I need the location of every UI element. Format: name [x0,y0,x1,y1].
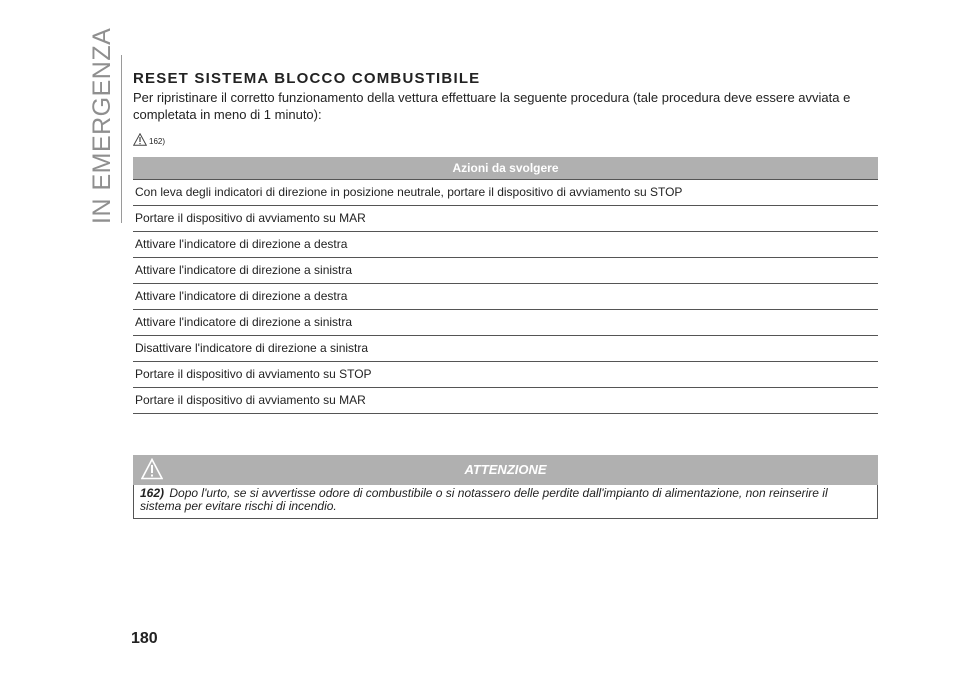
table-row: Portare il dispositivo di avviamento su MAR [133,388,878,414]
warning-body [133,485,878,519]
table-row: Portare il dispositivo di avviamento su MAR [133,206,878,232]
warning-text: Dopo l'urto, se si avvertisse odore di combustibile o si notassero delle perdite dall'impianto di alimentazione, non reinserire il sistema per evitare rischi di incendio. [140,486,828,513]
reference-number: 162) [149,137,166,146]
page-content [133,70,878,414]
section-label-text: IN EMERGENZA [88,27,116,224]
table-row: Attivare l'indicatore di direzione a destra [133,284,878,310]
warning-box [133,455,878,519]
warning-triangle-icon [141,458,163,480]
warning-reference [133,126,878,146]
warning-title: ATTENZIONE [464,462,547,477]
table-row: Portare il dispositivo di avviamento su STOP [133,362,878,388]
table-row: Attivare l'indicatore di direzione a sinistra [133,310,878,336]
table-row: Disattivare l'indicatore di direzione a sinistra [133,336,878,362]
table-row: Con leva degli indicatori di direzione in posizione neutrale, portare il dispositivo di avviamento su STOP [133,180,878,206]
section-side-label [88,27,116,224]
section-divider [121,55,122,223]
warning-header [133,455,878,485]
page-title: RESET SISTEMA BLOCCO COMBUSTIBILE [133,70,481,87]
warning-triangle-icon [133,133,147,146]
actions-table [133,157,878,414]
table-header: Azioni da svolgere [133,157,878,180]
intro-paragraph: Per ripristinare il corretto funzionamento della vettura effettuare la seguente procedura (tale procedura deve essere avviata e completata in meno di 1 minuto): [133,90,851,122]
table-row: Attivare l'indicatore di direzione a sinistra [133,258,878,284]
warning-number: 162) [140,486,165,500]
table-row: Attivare l'indicatore di direzione a destra [133,232,878,258]
page-number: 180 [131,630,158,647]
